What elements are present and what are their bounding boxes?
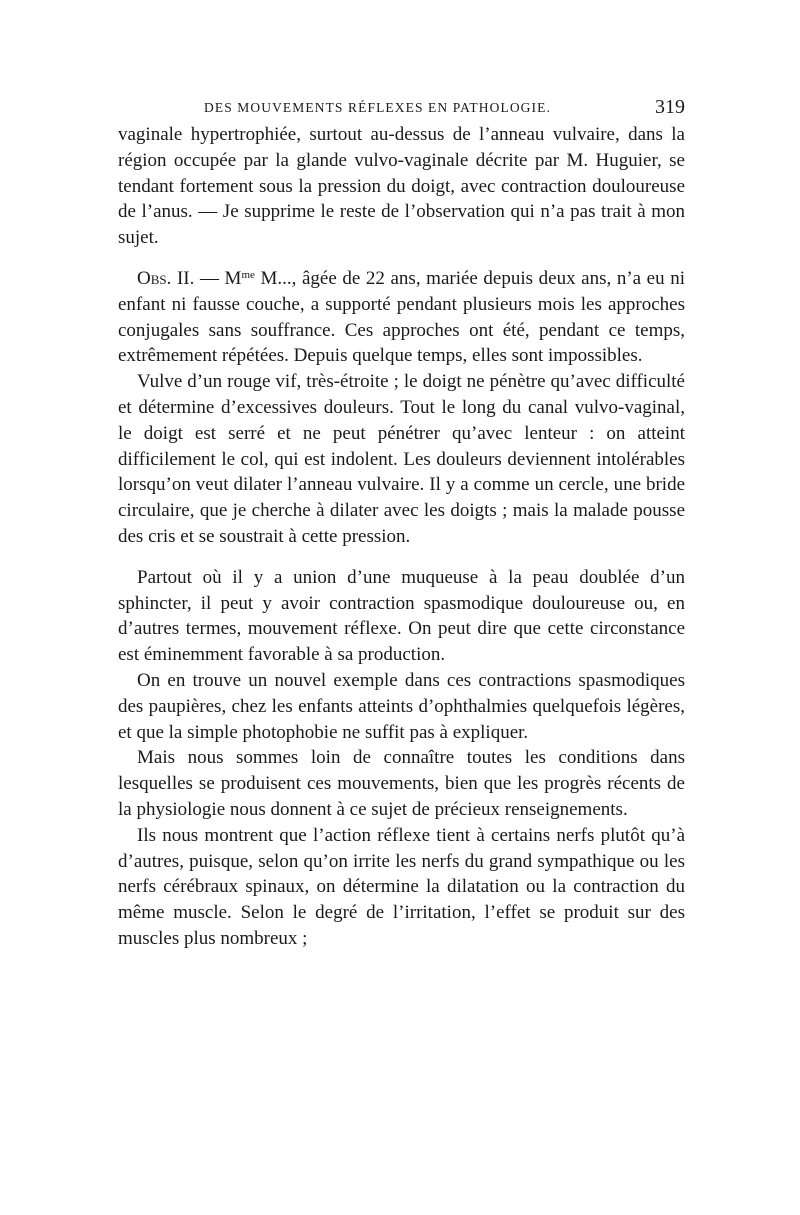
observation-dash: — M [194, 267, 242, 289]
observation-text: M..., âgée de 22 ans, mariée depuis deux ans, n’a eu ni enfant ni fausse couche, a supporté pendant plusieurs mois les approches conjugales sans souffrance. Ces approches ont été, pendant ce temps, extrêmement répétées. Depuis quelque temps, elles sont impossibles. [118, 267, 685, 367]
page-header [118, 96, 685, 120]
observation-superscript: me [241, 268, 255, 281]
paragraph-partout: Partout où il y a union d’une muqueuse à la peau doublée d’un sphincter, il peut y avoir contraction spasmodique douloureuse ou, en d’autres termes, mouvement réflexe. On peut dire que cette circonstance est éminemment favorable à sa production. [118, 566, 685, 666]
running-title: DES MOUVEMENTS RÉFLEXES EN PATHOLOGIE. [204, 100, 551, 115]
paragraph-continuation: vaginale hypertrophiée, surtout au-dessus de l’anneau vulvaire, dans la région occupée par la glande vulvo-vaginale décrite par M. Huguier, se tendant fortement sous la pression du doigt, avec contraction douloureuse de l’anus. — Je supprime le reste de l’observation qui n’a pas trait à mon sujet. [118, 124, 685, 249]
page-number: 319 [655, 96, 685, 118]
paragraph-ils-nous: Ils nous montrent que l’action réflexe tient à certains nerfs plutôt qu’à d’autres, puisque, selon qu’on irrite les nerfs du grand sympathique ou les nerfs cérébraux spinaux, on détermine la dilatation ou la contraction du même muscle. Selon le degré de l’irritation, l’effet se produit sur des muscles plus nombreux ; [118, 824, 685, 949]
observation-label: Obs. II. [137, 267, 195, 289]
book-page [118, 96, 685, 952]
paragraph-vulve: Vulve d’un rouge vif, très-étroite ; le doigt ne pénètre qu’avec difficulté et détermine d’excessives douleurs. Tout le long du canal vulvo-vaginal, le doigt est serré et ne peut pénétrer qu’avec lenteur : on atteint difficilement le col, qui est indolent. Les douleurs deviennent intolérables lorsqu’on veut dilater l’anneau vulvaire. Il y a comme un cercle, une bride circulaire, que je cherche à dilater avec les doigts ; mais la malade pousse des cris et se soustrait à cette pression. [118, 371, 685, 547]
paragraph-mais-nous: Mais nous sommes loin de connaître toutes les conditions dans lesquelles se produisent ces mouvements, bien que les progrès récents de la physiologie nous donnent à ce sujet de précieux renseignements. [118, 747, 685, 820]
paragraph-observation-2 [118, 266, 685, 369]
paragraph-on-en-trouve: On en trouve un nouvel exemple dans ces contractions spasmodiques des paupières, chez les enfants atteints d’ophthalmies quelquefois légères, et que la simple photophobie ne suffit pas à expliquer. [118, 669, 685, 743]
